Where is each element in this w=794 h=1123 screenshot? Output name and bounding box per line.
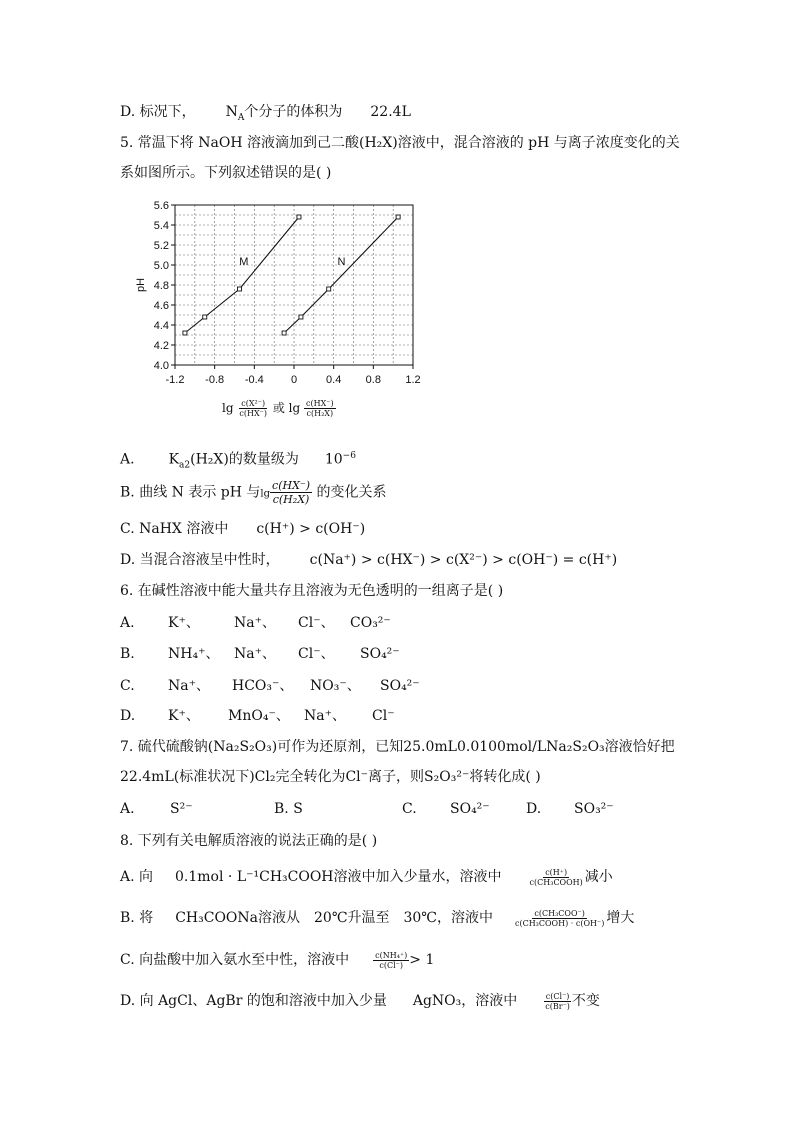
data-point-M <box>203 315 207 319</box>
y-tick-label: 5.0 <box>153 260 169 272</box>
q5-stem-line2: 系如图所示。下列叙述错误的是( ) <box>120 165 332 181</box>
y-tick-label: 4.8 <box>153 280 169 292</box>
y-tick-label: 5.4 <box>153 220 169 232</box>
y-tick-label: 4.2 <box>153 340 169 352</box>
q5-option-d: D. 当混合溶液呈中性时， c(Na⁺) > c(HX⁻) > c(X²⁻) > c(OH⁻) = c(H⁺) <box>120 552 618 568</box>
y-tick-label: 4.4 <box>153 320 169 332</box>
q5-stem-line1: 5. 常温下将 NaOH 溶液滴加到己二酸(H₂X)溶液中，混合溶液的 pH 与离子浓度变化的关 <box>120 135 680 151</box>
series-line-M <box>185 217 299 333</box>
q8-c-frac: $\frac{\text{c(NH₄⁺)}}{c(Cl^-)}$ <box>375 950 408 970</box>
q6-stem: 6. 在碱性溶液中能大量共存且溶液为无色透明的一组离子是( ) <box>120 583 504 599</box>
y-tick-label: 4.6 <box>153 300 169 312</box>
data-point-N <box>396 215 400 219</box>
q5-option-c: C. NaHX 溶液中 c(H⁺) > c(OH⁻) <box>120 521 366 537</box>
q5-option-b: B. 曲线 N 表示 pH 与lg $\frac{c(HX^-)}{\text{c(H₂X)}}$ 的变化关系 <box>120 479 387 506</box>
data-point-M <box>297 215 301 219</box>
x-label-frac-2: $\frac{c(HX^-)}{\text{c(H₂X)}}$ <box>306 399 334 418</box>
data-point-M <box>237 287 241 291</box>
ph-chart <box>130 195 430 425</box>
series-label-N: N <box>337 256 346 268</box>
x-tick-label: -1.2 <box>165 374 185 386</box>
q8-option-d: D. 向 AgCl、AgBr 的饱和溶液中加入少量 AgNO₃，溶液中 $\frac{c(Cl^-)}{c(Br^-)}$ 不变 <box>120 991 600 1011</box>
x-label-frac-1: $\frac{\text{c(X²⁻)}}{c(HX^-)}$ <box>239 399 267 418</box>
x-tick-label: -0.4 <box>244 374 264 386</box>
q6-option-b: B. NH₄⁺、 Na⁺、 Cl⁻、 SO₄²⁻ <box>120 646 400 662</box>
x-tick-label: -0.8 <box>205 374 225 386</box>
q8-d-frac: $\frac{c(Cl^-)}{c(Br^-)}$ <box>545 991 570 1011</box>
data-point-M <box>183 331 187 335</box>
data-point-N <box>282 331 286 335</box>
q4-option-d: D. 标况下， $N_A$个分子的体积为 22.4L <box>120 104 411 123</box>
y-tick-label: 5.6 <box>153 200 169 212</box>
chart-grid <box>175 205 413 365</box>
q8-b-frac: $\frac{\text{c(CH₃COO⁻)}}{\text{c(CH₃COOH) · c(OH⁻)}}$ <box>514 908 605 928</box>
option-b-frac: $\frac{c(HX^-)}{\text{c(H₂X)}}$ <box>272 479 311 506</box>
q8-option-c: C. 向盐酸中加入氨水至中性，溶液中 $\frac{\text{c(NH₄⁺)}}{c(Cl^-)}$ > 1 <box>120 950 435 970</box>
q6-option-d: D. K⁺、 MnO₄⁻、 Na⁺、 Cl⁻ <box>120 708 395 724</box>
q7-stem-line2: 22.4mL(标准状况下)Cl₂完全转化为Cl⁻离子，则S₂O₃²⁻将转化成( ) <box>120 769 541 785</box>
q6-option-a: A. K⁺、 Na⁺、 Cl⁻、 CO₃²⁻ <box>120 615 391 631</box>
x-tick-label: 1.2 <box>405 374 421 386</box>
y-axis-label: pH <box>135 277 147 293</box>
chart-axes <box>154 200 421 386</box>
data-point-N <box>299 315 303 319</box>
q7-options: A. S²⁻ B. S C. SO₄²⁻ D. SO₃²⁻ <box>120 801 614 817</box>
y-tick-label: 4.0 <box>153 360 169 372</box>
q8-a-frac: $\frac{c(H^+)}{\text{c(CH₃COOH)}}$ <box>529 867 583 887</box>
x-axis-label: lg $\frac{\text{c(X²⁻)}}{c(HX^-)}$ 或 lg $\frac{c(HX^-)}{\text{c(H₂X)}}$ <box>222 399 334 418</box>
x-tick-label: 0 <box>290 374 298 386</box>
q6-option-c: C. Na⁺、 HCO₃⁻、 NO₃⁻、 SO₄²⁻ <box>120 678 420 694</box>
q8-option-a: A. 向 0.1mol · L⁻¹CH₃COOH溶液中加入少量水，溶液中 $\frac{c(H^+)}{\text{c(CH₃COOH)}}$ 减小 <box>120 867 613 887</box>
x-tick-label: 0.4 <box>326 374 342 386</box>
x-tick-label: 0.8 <box>365 374 381 386</box>
series-label-M: M <box>239 256 249 268</box>
q8-option-b: B. 将 CH₃COONa溶液从 20℃升温至 30℃，溶液中 $\frac{\text{c(CH₃COO⁻)}}{\text{c(CH₃COOH) · c(OH⁻)}}$ 增大 <box>120 908 635 928</box>
q8-stem: 8. 下列有关电解质溶液的说法正确的是( ) <box>120 833 378 849</box>
q7-stem-line1: 7. 硫代硫酸钠(Na₂S₂O₃)可作为还原剂，已知25.0mL0.0100mol/LNa₂S₂O₃溶液恰好把 <box>120 739 675 755</box>
y-tick-label: 5.2 <box>153 240 169 252</box>
data-point-N <box>327 287 331 291</box>
q5-option-a: A. $K_{a2}(H_2X)$的数量级为 $10^{-6}$ <box>120 451 356 471</box>
